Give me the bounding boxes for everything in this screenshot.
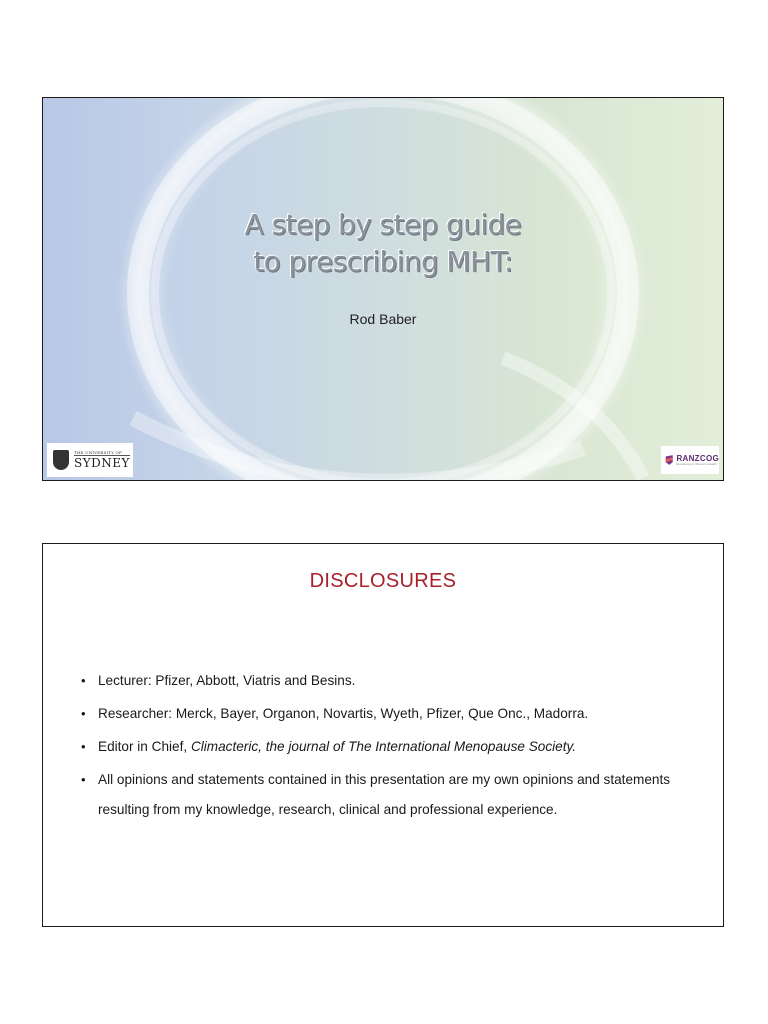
list-item: • Researcher: Merck, Bayer, Organon, Novartis, Wyeth, Pfizer, Que Onc., Madorra. <box>81 699 711 729</box>
disclosures-slide <box>42 543 724 927</box>
author-name: Rod Baber <box>349 311 417 327</box>
university-of-sydney-logo <box>47 443 133 477</box>
decorative-ring-graphic <box>43 98 724 481</box>
list-item-italic: Climacteric, the journal of The International Menopause Society. <box>190 739 577 754</box>
title-slide <box>42 97 724 481</box>
crest-icon <box>53 450 69 470</box>
ranzcog-mark-icon <box>665 453 673 467</box>
list-item <box>81 732 711 762</box>
logo-right-big-text: RANZCOG <box>676 453 719 463</box>
title-line-2: to prescribing MHT: <box>253 245 513 278</box>
ranzcog-logo <box>661 446 719 474</box>
disclosure-list <box>81 666 711 828</box>
list-item: • Lecturer: Pfizer, Abbott, Viatris and Besins. <box>81 666 711 696</box>
logo-left-small-text: THE UNIVERSITY OF <box>74 450 122 455</box>
list-item: • All opinions and statements contained in this presentation are my own opinions and statements resulting from my knowledge, research, clinical and professional experience. <box>81 765 711 825</box>
slide-title: DISCLOSURES <box>309 570 457 592</box>
title-line-1: A step by step guide <box>244 208 522 241</box>
logo-left-big-text: SYDNEY <box>74 456 130 470</box>
logo-right-small-text: Excellence in Women's Health <box>676 461 717 466</box>
presentation-title <box>43 206 723 280</box>
list-item-prefix: Editor in Chief, <box>98 739 191 754</box>
